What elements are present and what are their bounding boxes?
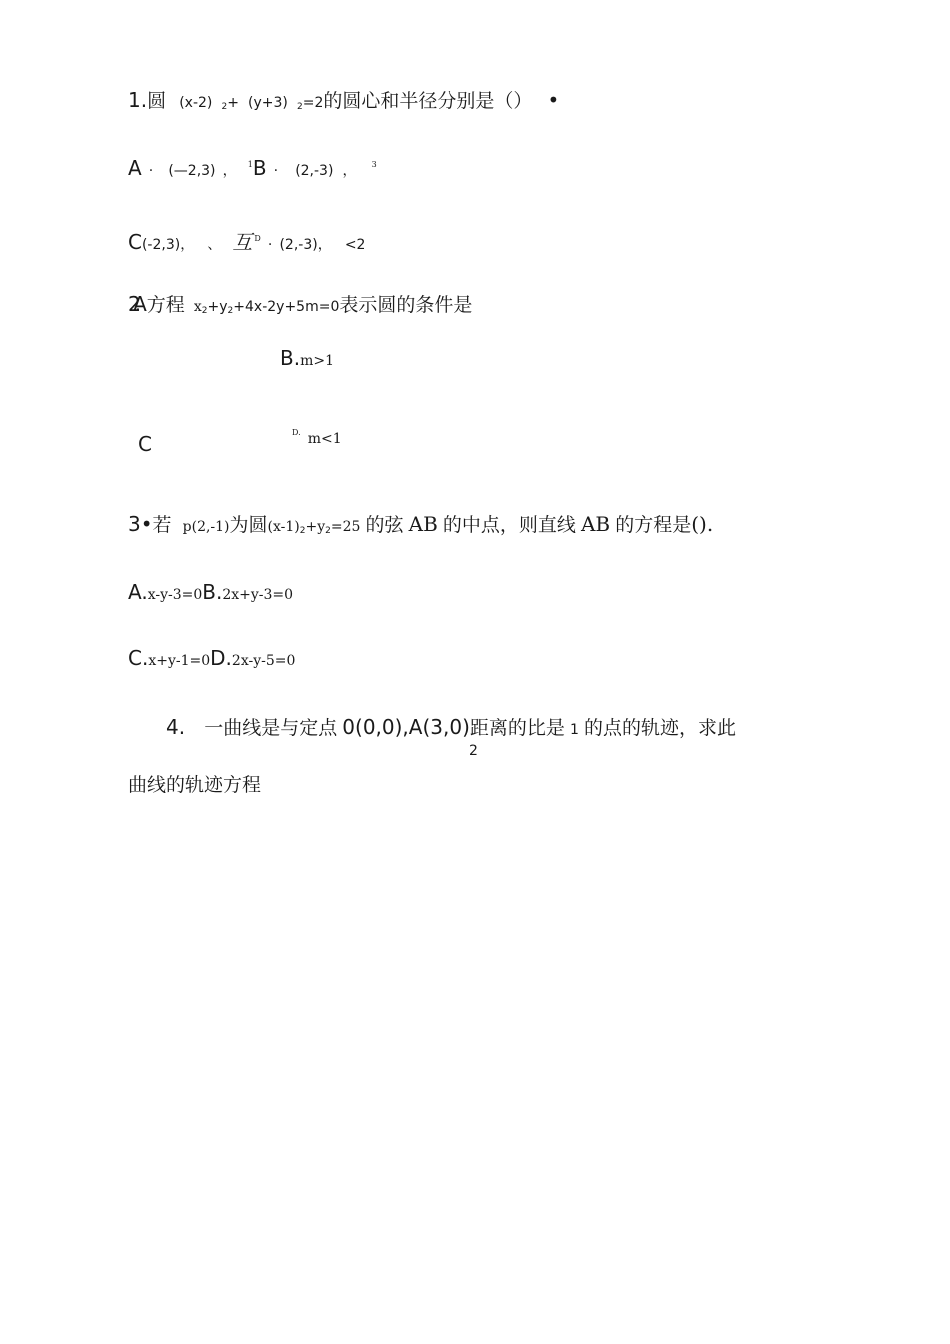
- q3-option-d-letter[interactable]: D.: [210, 646, 232, 670]
- q3-circ-a-exp: 2: [299, 526, 306, 536]
- q3-ab2: AB: [580, 512, 611, 536]
- q2-x-term: x: [193, 299, 202, 315]
- q3-paren: ().: [691, 512, 714, 536]
- q2-option-d-value: m<1: [307, 431, 342, 447]
- q3-text3: 的方程是: [615, 514, 692, 536]
- q2-prefix: 方程: [146, 294, 185, 316]
- q2-option-d-letter[interactable]: D.: [292, 428, 301, 437]
- q3-option-b-value: 2x+y-3=0: [222, 587, 294, 603]
- q2-rest: +4x-2y+5m=0: [233, 299, 340, 315]
- q3-options-ab: [128, 580, 293, 604]
- q1-eq: =2: [302, 95, 324, 111]
- q2-option-d: [292, 428, 342, 447]
- q1-option-b-note: 3: [371, 160, 377, 169]
- q1-exp-a: 2: [221, 102, 228, 112]
- q1-options-cd: [128, 226, 365, 255]
- q4-text2: 距离的比是: [469, 717, 565, 739]
- q2-option-b: [280, 346, 334, 370]
- q2-option-a-letter[interactable]: A: [133, 292, 147, 316]
- q3-circ-a: (x-1): [267, 519, 300, 535]
- q4-text1: 一曲线是与定点: [204, 717, 338, 739]
- q1-option-a-note: 1: [247, 160, 253, 169]
- q1-expr-b: (y+3): [248, 95, 288, 111]
- q1-option-a-letter[interactable]: A: [128, 156, 142, 180]
- q1-option-a-sep: ，: [222, 163, 237, 179]
- q1-option-a-dot: ·: [148, 163, 154, 179]
- q3-option-c-value: x+y-1=0: [148, 653, 211, 669]
- q3-bullet: •: [140, 512, 153, 536]
- q1-option-b-dot: ·: [273, 163, 279, 179]
- q1-expr-a: (x-2): [179, 95, 213, 111]
- q1-exp-b: 2: [296, 102, 303, 112]
- q2-question: 表示圆的条件是: [339, 294, 473, 316]
- q4-line2-text: 曲线的轨迹方程: [128, 774, 262, 796]
- q3-option-d-value: 2x-y-5=0: [231, 653, 296, 669]
- q1-option-d-value: (2,-3)，: [279, 237, 332, 253]
- q2-option-b-value: m>1: [300, 353, 334, 369]
- q2-y-exp: 2: [227, 306, 234, 316]
- q4-text3: 的点的轨迹，求此: [584, 717, 737, 739]
- q3-stem: [128, 510, 713, 537]
- q1-plus: +: [227, 95, 239, 111]
- q2-option-c: [138, 432, 152, 456]
- q1-question: 的圆心和半径分别是（）: [323, 90, 533, 112]
- q2-number: 2.: [128, 292, 136, 316]
- q1-option-b-letter[interactable]: B: [252, 156, 267, 180]
- q1-options-ab: [128, 156, 377, 180]
- q3-circ-b-exp: 2: [325, 526, 331, 536]
- q1-circle-char: 圆: [147, 90, 167, 112]
- q4-points: 0(0,0),A(3,0): [342, 715, 470, 739]
- q3-options-cd: [128, 646, 295, 670]
- q2-y-plus: +y: [207, 299, 228, 315]
- q4-line2: [128, 770, 261, 797]
- q1-option-c-value: (-2,3)，: [141, 237, 195, 253]
- q3-option-a-value: x-y-3=0: [147, 587, 203, 603]
- q4-stem: [166, 713, 736, 740]
- q1-option-b-sep: ，: [342, 163, 357, 179]
- q3-text1: 的弦: [365, 514, 404, 536]
- q3-option-a-letter[interactable]: A.: [128, 580, 148, 604]
- q1-option-d-letter[interactable]: D: [254, 234, 261, 243]
- q3-option-b-letter[interactable]: B.: [202, 580, 223, 604]
- q1-number: 1.: [128, 88, 148, 112]
- q1-option-c-letter[interactable]: C: [128, 230, 142, 254]
- q3-option-c-letter[interactable]: C.: [128, 646, 149, 670]
- q3-circ-b: +y: [305, 519, 326, 535]
- q2-option-b-letter[interactable]: B.: [280, 346, 301, 370]
- q1-option-a-value: (—2,3): [168, 163, 216, 179]
- q3-circ-rhs: =25: [330, 519, 361, 535]
- q4-number: 4.: [166, 715, 186, 739]
- q2-option-c-letter[interactable]: C: [138, 432, 152, 456]
- q1-option-glyph: 互: [232, 230, 253, 254]
- q2-stem: [128, 290, 472, 317]
- q1-bullet: •: [547, 88, 560, 112]
- q1-option-b-value: (2,-3): [295, 163, 334, 179]
- q3-wei: 为圆: [229, 514, 268, 536]
- q2-x-exp: 2: [201, 306, 208, 316]
- q1-option-d-dot: ·: [267, 237, 273, 253]
- q4-frac-den: [469, 740, 478, 759]
- q3-text2: 的中点，则直线: [442, 514, 576, 536]
- q1-option-c-sep: 、: [207, 237, 222, 253]
- q4-frac-num: 1: [570, 722, 579, 738]
- q3-point: p(2,-1): [182, 519, 230, 535]
- q3-ruo: 若: [152, 514, 172, 536]
- q4-frac-den-text: 2: [469, 743, 478, 759]
- q1-option-d-tail: <2: [344, 237, 366, 253]
- q3-number: 3: [128, 512, 141, 536]
- q1-stem: [128, 86, 559, 113]
- q3-ab1: AB: [408, 512, 438, 536]
